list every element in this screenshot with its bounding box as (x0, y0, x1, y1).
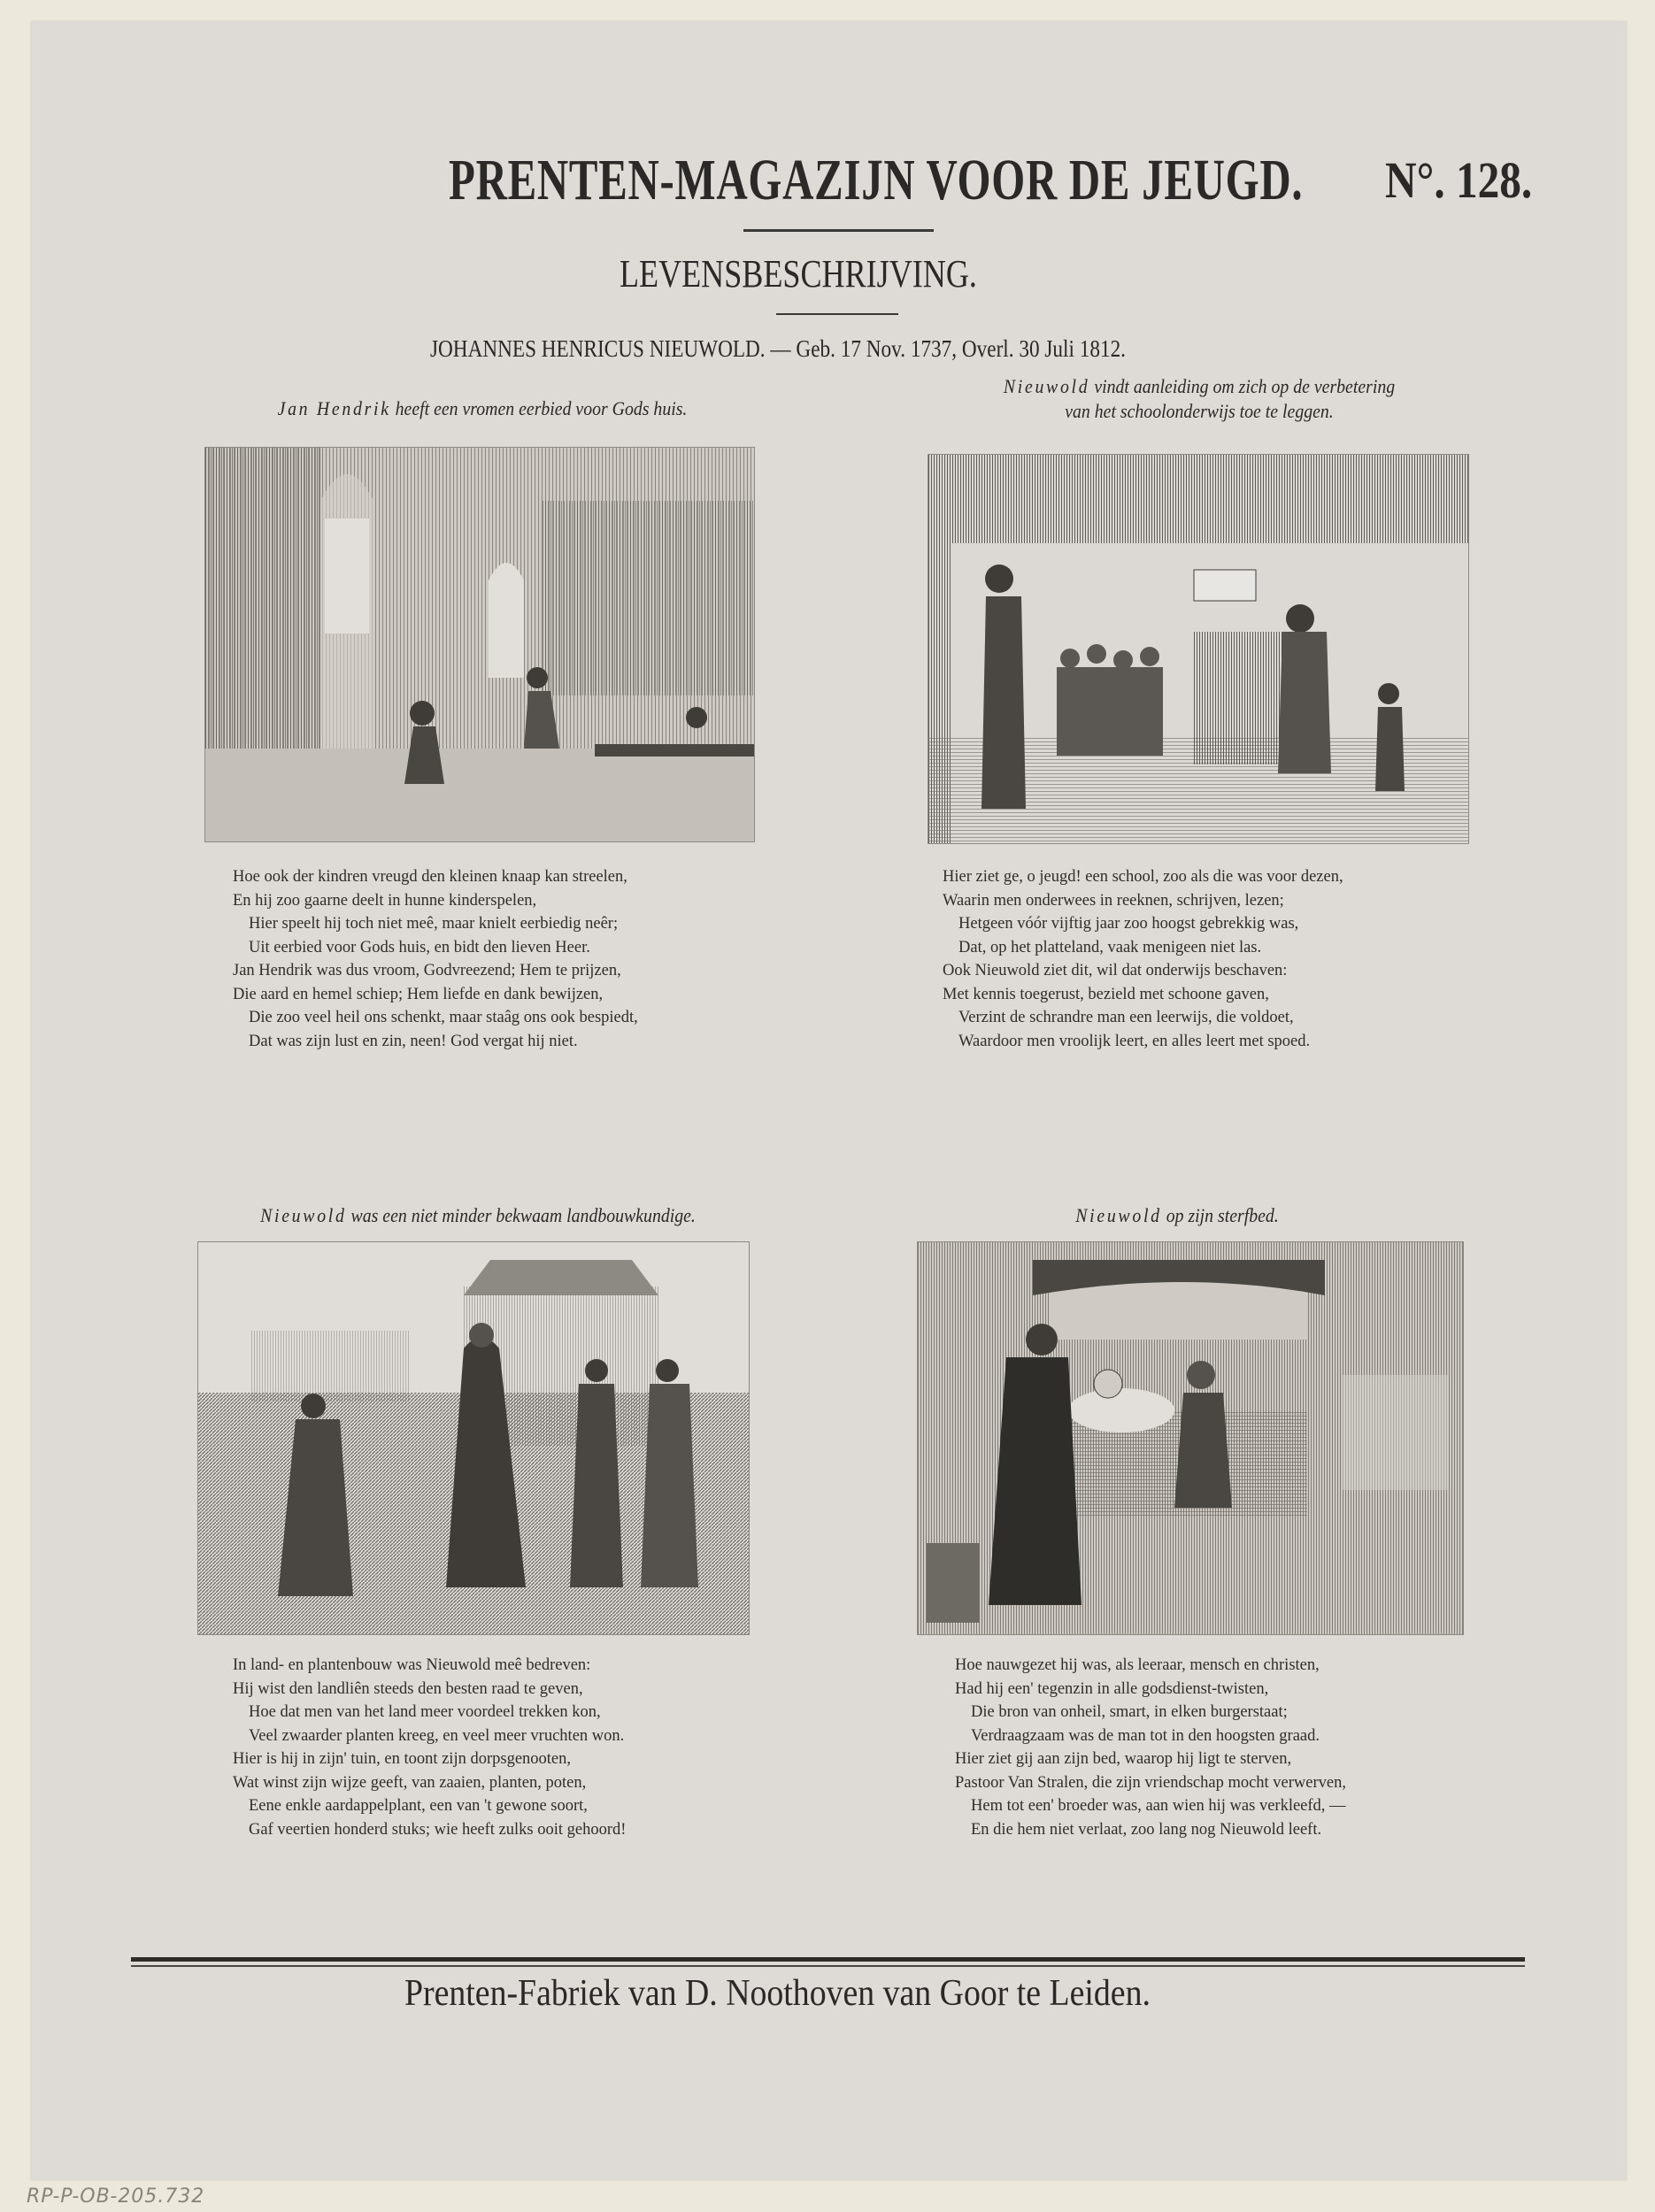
poem-line: Hier ziet gij aan zijn bed, waarop hij ligt te sterven, (955, 1750, 1292, 1768)
caption-text: heeft een vromen eerbied voor Gods huis. (390, 397, 688, 419)
poem-line: Hetgeen vóór vijftig jaar zoo hoogst gebrekkig was, (958, 915, 1299, 933)
poem-line: Die zoo veel heil ons schenkt, maar staâg ons ook bespiedt, (249, 1009, 638, 1026)
poem-line: Hier is hij in zijn' tuin, en toont zijn dorpsgenooten, (233, 1750, 572, 1768)
poem-stanza (233, 1654, 626, 1841)
issue-number: N°. 128. (1385, 151, 1533, 209)
poem-line: Hier ziet ge, o jeugd! een school, zoo als die was voor dezen, (943, 868, 1343, 886)
poem-line: Jan Hendrik was dus vroom, Godvreezend; Hem te prijzen, (233, 962, 621, 979)
poem-stanza (955, 1654, 1346, 1841)
panel-caption (208, 396, 758, 421)
archive-inventory-mark: RP-P-OB-205.732 (27, 2185, 205, 2208)
poem-stanza (233, 865, 638, 1053)
caption-text: van het schoolonderwijs toe te leggen. (1065, 400, 1334, 422)
poem-line: Met kennis toegerust, bezield met schoone gaven, (943, 985, 1269, 1003)
page-title: PRENTEN-MAGAZIJN VOOR DE JEUGD. (449, 148, 1304, 212)
woodcut-illustration-deathbed (917, 1241, 1464, 1635)
poem-line: Veel zwaarder planten kreeg, en veel meer vruchten won. (249, 1726, 625, 1745)
poem-line: En hij zoo gaarne deelt in hunne kinderspelen, (233, 891, 537, 910)
caption-name: Nieuwold (1003, 375, 1090, 397)
divider (743, 229, 934, 232)
poem-line: Hoe ook der kindren vreugd den kleinen knaap kan streelen, (233, 868, 627, 886)
poem-line: In land- en plantenbouw was Nieuwold meê bedreven: (233, 1656, 591, 1674)
poem-line: Ook Nieuwold ziet dit, wil dat onderwijs beschaven: (943, 962, 1288, 979)
poem-line: Gaf veertien honderd stuks; wie heeft zulks ooit gehoord! (249, 1820, 627, 1839)
caption-name: Jan Hendrik (277, 397, 391, 419)
poem-line: Die aard en hemel schiep; Hem liefde en dank bewijzen, (233, 985, 604, 1003)
caption-name: Nieuwold (260, 1204, 347, 1226)
poem-line: Die bron van onheil, smart, in elken burgerstaat; (971, 1703, 1288, 1721)
woodcut-illustration-school (928, 454, 1469, 844)
poem-line: Hij wist den landliên steeds den besten raad te geven, (233, 1679, 583, 1698)
panel-caption (941, 374, 1459, 424)
woodcut-illustration-garden (197, 1241, 750, 1635)
poem-line: Hier speelt hij toch niet meê, maar knielt eerbiedig neêr; (249, 915, 619, 933)
panel-caption (199, 1203, 757, 1228)
poem-line: Eene enkle aardappelplant, een van 't gewone soort, (249, 1797, 588, 1815)
poem-line: Uit eerbied voor Gods huis, en bidt den lieven Heer. (249, 938, 590, 956)
footer-rule (131, 1957, 1525, 1962)
poem-line: Hoe dat men van het land meer voordeel trekken kon, (249, 1703, 601, 1721)
poem-line: Verzint de schrandre man een leerwijs, die voldoet, (958, 1009, 1294, 1026)
poem-line: Hoe nauwgezet hij was, als leeraar, mensch en christen, (955, 1656, 1320, 1674)
caption-text: was een niet minder bekwaam landbouwkundige. (346, 1204, 696, 1226)
divider (776, 313, 898, 315)
poem-line: Dat was zijn lust en zin, neen! God vergat hij niet. (249, 1032, 578, 1050)
poem-line: Waarin men onderwees in reeknen, schrijven, lezen; (943, 891, 1284, 910)
poem-line: Dat, op het platteland, vaak menigeen niet las. (958, 938, 1262, 956)
subject-line: JOHANNES HENRICUS NIEUWOLD. — Geb. 17 Nov. 1737, Overl. 30 Juli 1812. (430, 335, 1126, 362)
footer-rule (131, 1965, 1525, 1967)
poem-line: Wat winst zijn wijze geeft, van zaaien, planten, poten, (233, 1773, 587, 1792)
poem-line: Waardoor men vroolijk leert, en alles leert met spoed. (958, 1032, 1311, 1050)
woodcut-illustration-church (204, 447, 755, 842)
poem-line: Pastoor Van Stralen, die zijn vriendschap mocht verwerven, (955, 1773, 1346, 1792)
poem-stanza (943, 865, 1343, 1053)
section-heading: LEVENSBESCHRIJVING. (620, 252, 977, 296)
poem-line: Had hij een' tegenzin in alle godsdienst-twisten, (955, 1679, 1269, 1698)
poem-line: Verdraagzaam was de man tot in den hoogsten graad. (971, 1726, 1320, 1745)
publisher-imprint: Prenten-Fabriek van D. Noothoven van Goor te Leiden. (404, 1973, 1151, 2014)
caption-text: vindt aanleiding om zich op de verbetering (1089, 375, 1396, 397)
caption-text: op zijn sterfbed. (1161, 1204, 1279, 1226)
poem-line: Hem tot een' broeder was, aan wien hij was verkleefd, — (971, 1797, 1346, 1815)
poem-line: En die hem niet verlaat, zoo lang nog Nieuwold leeft. (971, 1820, 1322, 1839)
caption-name: Nieuwold (1075, 1204, 1162, 1226)
panel-caption (938, 1203, 1416, 1228)
